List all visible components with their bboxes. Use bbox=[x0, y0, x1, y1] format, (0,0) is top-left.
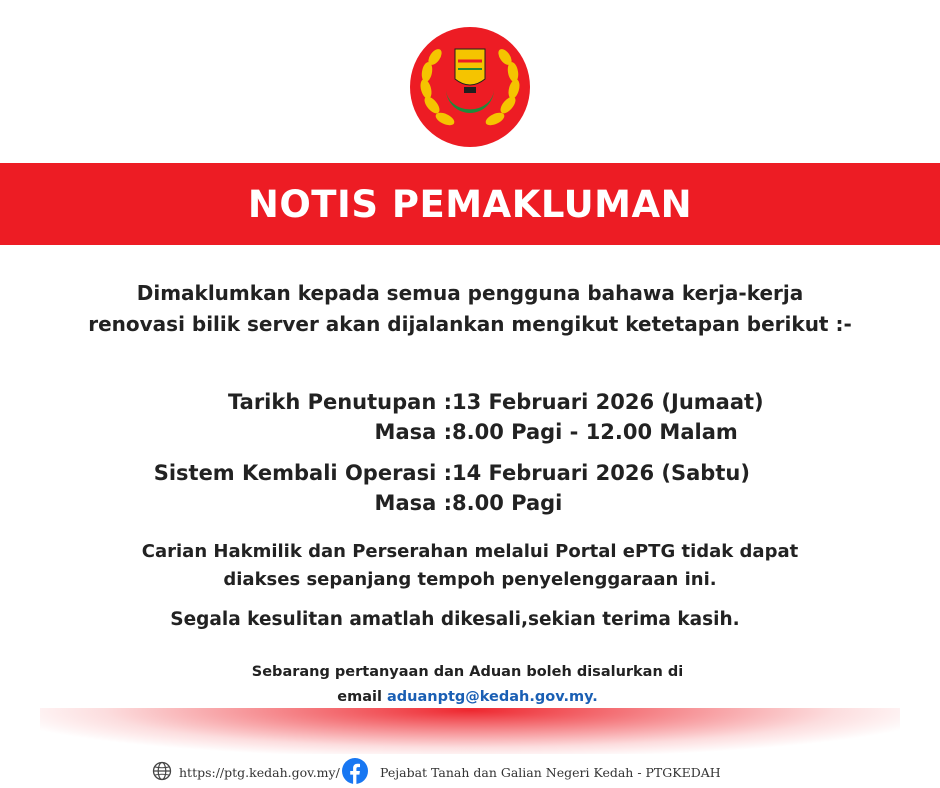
kedah-crest-logo bbox=[410, 27, 530, 147]
notice-title: NOTIS PEMAKLUMAN bbox=[247, 182, 693, 226]
contact-line-2 bbox=[0, 685, 935, 710]
resume-date-label: Sistem Kembali Operasi : bbox=[153, 461, 452, 485]
facebook-icon bbox=[342, 758, 368, 787]
closing-date-value: 13 Februari 2026 (Jumaat) bbox=[452, 390, 764, 414]
resume-date-value: 14 Februari 2026 (Sabtu) bbox=[452, 461, 750, 485]
facebook-link[interactable] bbox=[342, 760, 721, 784]
title-banner bbox=[0, 163, 940, 245]
closing-date-row bbox=[0, 390, 940, 420]
closing-date-label: Tarikh Penutupan : bbox=[228, 390, 452, 414]
closing-time-value: 8.00 Pagi - 12.00 Malam bbox=[452, 420, 738, 444]
contact-line-1: Sebarang pertanyaan dan Aduan boleh disalurkan di bbox=[251, 664, 684, 680]
notice-line-1: Carian Hakmilik dan Perserahan melalui Portal ePTG tidak dapat bbox=[141, 541, 799, 562]
website-link[interactable] bbox=[152, 760, 340, 784]
intro-line-1: Dimaklumkan kepada semua pengguna bahawa kerja-kerja bbox=[136, 281, 804, 305]
resume-time-label: Masa : bbox=[374, 491, 452, 515]
decorative-glow bbox=[40, 708, 900, 754]
apology-text: Segala kesulitan amatlah dikesali,sekian terima kasih. bbox=[170, 609, 740, 630]
notice-line-2: diakses sepanjang tempoh penyelenggaraan ini. bbox=[223, 569, 717, 590]
email-link[interactable]: aduanptg@kedah.gov.my. bbox=[386, 689, 598, 705]
website-url: https://ptg.kedah.gov.my/ bbox=[179, 764, 340, 780]
globe-icon bbox=[152, 761, 172, 784]
resume-time-row bbox=[0, 491, 940, 521]
facebook-page-name: Pejabat Tanah dan Galian Negeri Kedah - PTGKEDAH bbox=[380, 764, 721, 780]
contact-info bbox=[0, 660, 935, 710]
email-prefix: email bbox=[337, 689, 387, 705]
closing-time-label: Masa : bbox=[374, 420, 452, 444]
resume-date-row bbox=[0, 461, 940, 491]
intro-paragraph bbox=[0, 278, 940, 340]
closing-time-row bbox=[0, 420, 940, 450]
portal-notice bbox=[0, 538, 940, 594]
resume-time-value: 8.00 Pagi bbox=[452, 491, 563, 515]
intro-line-2: renovasi bilik server akan dijalankan mengikut ketetapan berikut :- bbox=[88, 312, 852, 336]
